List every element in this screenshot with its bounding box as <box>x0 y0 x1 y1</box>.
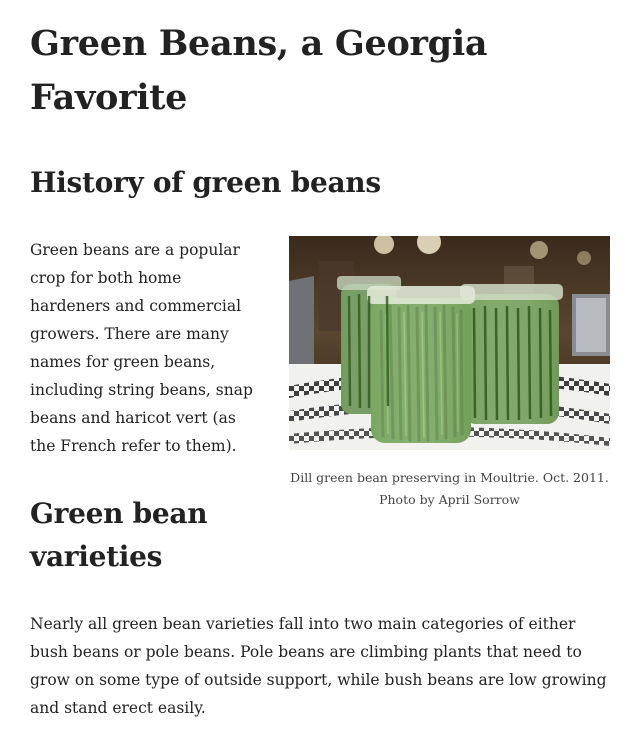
photo-caption: Dill green bean preserving in Moultrie. Oct. 2011. Photo by April Sorrow <box>290 470 609 507</box>
bean-photo-figure <box>289 236 610 511</box>
page-title: Green Beans, a Georgia Favorite <box>30 23 488 118</box>
history-heading: History of green beans <box>30 166 381 199</box>
history-paragraph: Green beans are a popular crop for both home hardeners and commercial growers. There are many names for green beans, including string beans, snap beans and haricot vert (as the French refer to them). <box>30 241 253 455</box>
varieties-heading: Green bean varieties <box>30 497 208 573</box>
varieties-paragraph: Nearly all green bean varieties fall into two main categories of either bush beans or pole beans. Pole beans are climbing plants that need to grow on some type of outside support, while bush beans are low growing and stand erect easily. <box>30 615 607 717</box>
green-bean-jars-photo <box>289 236 610 450</box>
